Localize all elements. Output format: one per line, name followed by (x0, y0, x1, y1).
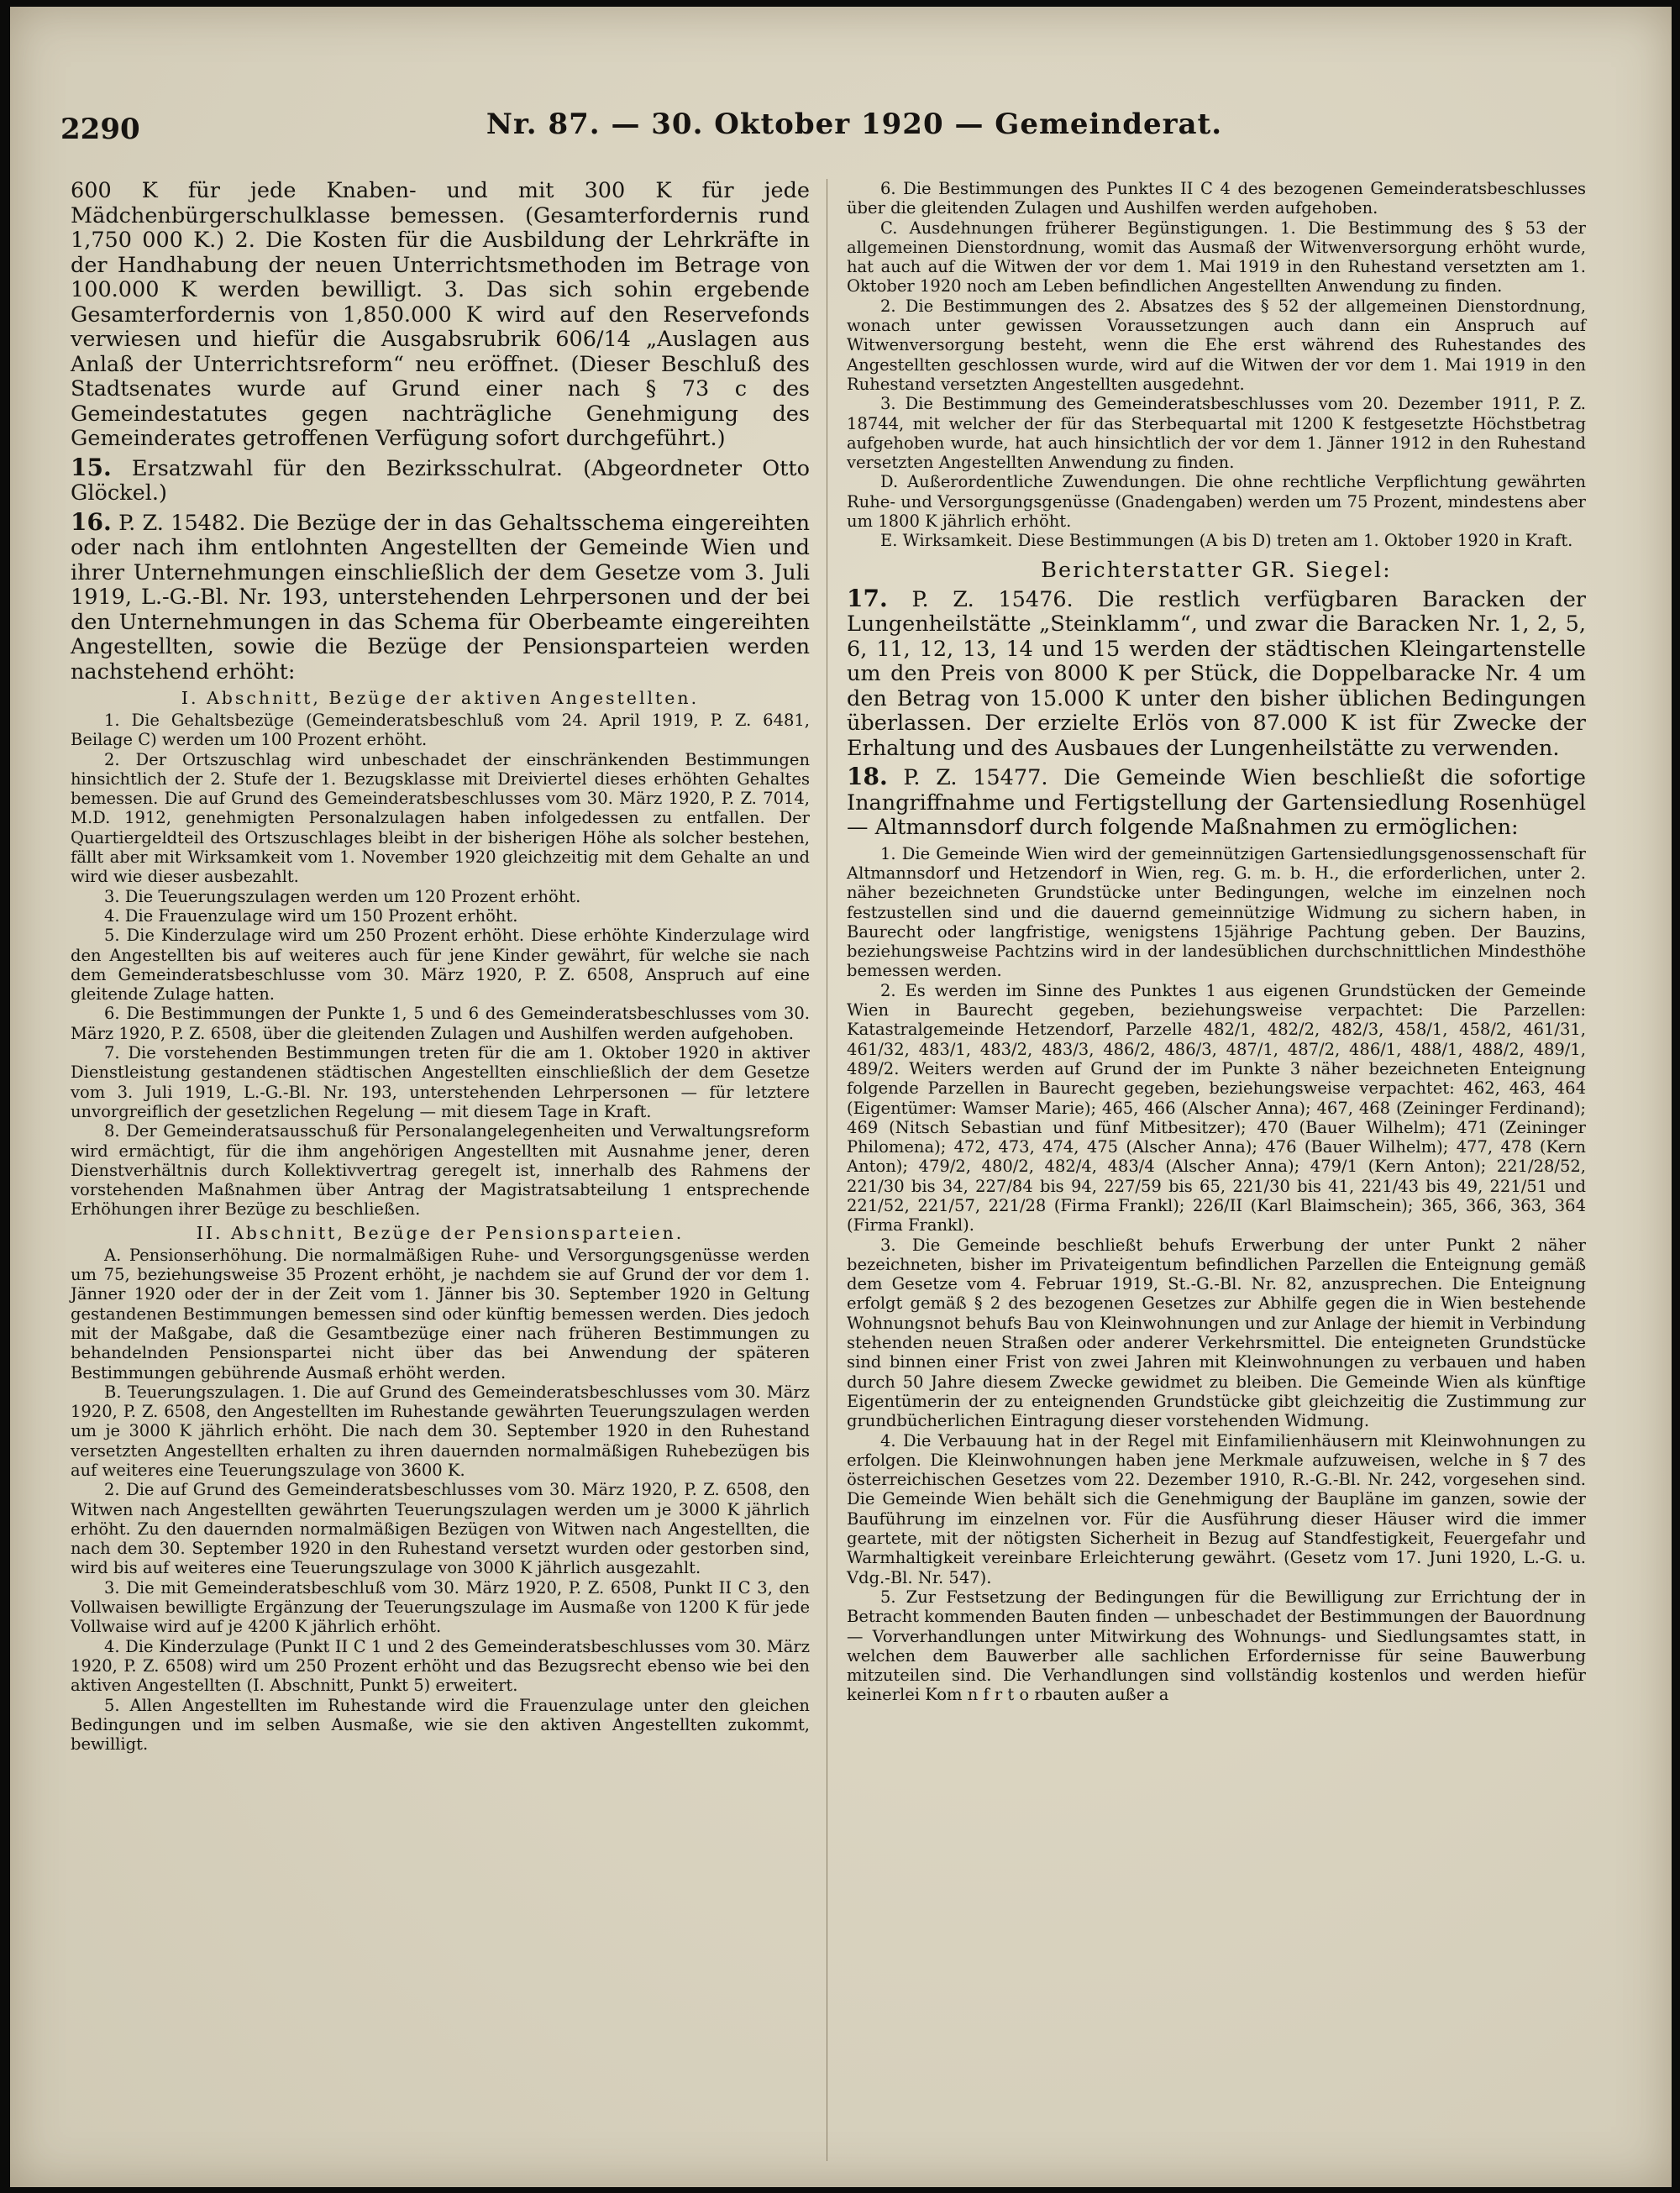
section-heading: II. Abschnitt, Bezüge der Pensionsparteien. (196, 1222, 685, 1243)
paragraph: 3. Die Bestimmung des Gemeinderatsbeschlusses vom 20. Dezember 1911, P. Z. 18744, mit welcher der für das Sterbequartal mit 1200 K festgesetzte Höchstbetrag aufgehoben wurde, hat auch hinsichtlich der vor dem 1. Jänner 1912 in den Ruhestand versetzten Angestellten Anwendung zu finden. (847, 394, 1586, 473)
paragraph: 4. Die Kinderzulage (Punkt II C 1 und 2 des Gemeinderatsbeschlusses vom 30. März 1920, P. Z. 6508) wird um 250 Prozent erhöht und das Bezugsrecht ebenso wie bei den aktiven Angestellten (I. Abschnitt, Punkt 5) erweitert. (71, 1636, 810, 1696)
right-column (847, 179, 1586, 1705)
paragraph: 3. Die Gemeinde beschließt behufs Erwerbung der unter Punkt 2 näher bezeichneten, bisher im Privateigentum befindlichen Parzellen die Enteignung gemäß dem Gesetze vom 4. Februar 1919, St.-G.-Bl. Nr. 82, anzusprechen. Die Enteignung erfolgt gemäß § 2 des bezogenen Gesetzes zur Abhilfe gegen die in Wien bestehende Wohnungsnot behufs Bau von Kleinwohnungen und zur Anlage der hiemit in Verbindung stehenden neuen Straßen oder anderer Verkehrsmittel. Die enteigneten Grundstücke sind binnen einer Frist von zwei Jahren mit Kleinwohnungen zu verbauen und haben durch 50 Jahre diesem Zwecke gewidmet zu bleiben. Die Gemeinde Wien als künftige Eigentümerin der zu enteignenden Grundstücke gibt gleichzeitig die Zustimmung zur grundbücherlichen Eintragung dieser vorstehenden Widmung. (847, 1235, 1586, 1431)
page-title: Nr. 87. — 30. Oktober 1920 — Gemeinderat. (486, 108, 1223, 141)
left-column (71, 179, 810, 1754)
agenda-item-18 (847, 764, 1586, 841)
paragraph: 4. Die Verbauung hat in der Regel mit Einfamilienhäusern mit Kleinwohnungen zu erfolgen. Die Kleinwohnungen haben jene Merkmale aufzuweisen, welche in § 7 des österreichischen Gesetzes vom 22. Dezember 1910, R.-G.-Bl. Nr. 242, vorgesehen sind. Die Gemeinde Wien behält sich die Genehmigung der Baupläne im ganzen, sowie der Bauführung im einzelnen vor. Für die Ausführung dieser Häuser wird die immer geartete, mit der nötigsten Sicherheit in Bezug auf Standfestigkeit, Feuergefahr und Warmhaltigkeit vereinbare Erleichterung gewährt. (Gesetz vom 17. Juni 1920, L.-G. u. Vdg.-Bl. Nr. 547). (847, 1430, 1586, 1587)
paragraph: A. Pensionserhöhung. Die normalmäßigen Ruhe- und Versorgungsgenüsse werden um 75, beziehungsweise 35 Prozent erhöht, je nachdem sie auf Grund der vor dem 1. Jänner 1920 oder der in der Zeit vom 1. Jänner bis 30. September 1920 in Geltung gestandenen Bestimmungen bemessen sind oder künftig bemessen werden. Dies jedoch mit der Maßgabe, daß die Gesamtbezüge einer nach früheren Bestimmungen zu behandelnden Pensionspartei nicht über das bei Anwendung der späteren Bestimmungen gebührende Ausmaß erhöht werden. (71, 1245, 810, 1382)
newspaper-page (10, 7, 1672, 2187)
paragraph: 4. Die Frauenzulage wird um 150 Prozent erhöht. (104, 905, 518, 926)
paragraph: 600 K für jede Knaben- und mit 300 K für jede Mädchenbürgerschulklasse bemessen. (Gesamterfordernis rund 1,750 000 K.) 2. Die Kosten für die Ausbildung der Lehrkräfte in der Handhabung der neuen Unterrichtsmethoden im Betrage von 100.000 K werden bewilligt. 3. Das sich sohin ergebende Gesamterfordernis von 1,850.000 K wird auf den Reservefonds verwiesen und hiefür die Ausgabsrubrik 606/14 „Auslagen aus Anlaß der Unterrichtsreform“ neu eröffnet. (Dieser Beschluß des Stadtsenates wurde auf Grund einer nach § 73 c des Gemeindestatutes gegen nachträgliche Genehmigung des Gemeinderates getroffenen Verfügung sofort durchgeführt.) (71, 178, 810, 451)
item-number: 17. (847, 584, 888, 612)
agenda-item-15 (71, 455, 810, 506)
item-number: 16. (71, 507, 112, 536)
item-number: 18. (847, 763, 888, 791)
paragraph: D. Außerordentliche Zuwendungen. Die ohne rechtliche Verpflichtung gewährten Ruhe- und Versorgungsgenüsse (Gnadengaben) werden um 75 Prozent, mindestens aber um 1800 K jährlich erhöht. (847, 472, 1586, 532)
paragraph: 2. Die Bestimmungen des 2. Absatzes des § 52 der allgemeinen Dienstordnung, wonach unter gewissen Voraussetzungen auch dann ein Anspruch auf Witwenversorgung besteht, wenn die Ehe erst während des Ruhestandes des Angestellten geschlossen wurde, wird auf die Witwen der vor dem 1. Mai 1919 in den Ruhestand versetzten Angestellten ausgedehnt. (847, 296, 1586, 394)
paragraph: 5. Zur Festsetzung der Bedingungen für die Bewilligung zur Errichtung der in Betracht kommenden Bauten finden — unbeschadet der Bestimmungen der Bauordnung — Vorverhandlungen unter Mitwirkung des Wohnungs- und Siedlungsamtes statt, in welchen dem Bauwerber alle sachlichen Erfordernisse für seine Bauwerbung mitzuteilen sind. Die Verhandlungen sind vollständig kostenlos und werden hiefür keinerlei Kom n f r t o rbauten außer a (847, 1587, 1586, 1705)
item-number: 15. (71, 453, 112, 481)
paragraph: 6. Die Bestimmungen der Punkte 1, 5 und 6 des Gemeinderatsbeschlusses vom 30. März 1920, P. Z. 6508, über die gleitenden Zulagen und Aushilfen werden aufgehoben. (71, 1004, 810, 1043)
reporter-heading: Berichterstatter GR. Siegel: (1041, 557, 1392, 583)
page-number: 2290 (60, 113, 140, 146)
paragraph: 2. Es werden im Sinne des Punktes 1 aus eigenen Grundstücken der Gemeinde Wien in Baurecht gegeben, beziehungsweise verpachtet: Die Parzellen: Katastralgemeinde Hetzendorf, Parzelle 482/1, 482/2, 482/3, 458/1, 458/2, 461/31, 461/32, 483/1, 483/2, 483/3, 486/2, 486/3, 487/1, 487/2, 486/1, 488/1, 488/2, 489/1, 489/2. Weiters werden auf Grund der im Punkte 3 näher bezeichneten Enteignung folgende Parzellen in Baurecht gegeben, beziehungsweise verpachtet: 462, 463, 464 (Eigentümer: Wamser Marie); 465, 466 (Alscher Anna); 467, 468 (Zeininger Ferdinand); 469 (Nitsch Sebastian und fünf Mitbesitzer); 470 (Bauer Wilhelm); 471 (Zeininger Philomena); 472, 473, 474, 475 (Alscher Anna); 476 (Bauer Wilhelm); 477, 478 (Kern Anton); 479/2, 480/2, 482/4, 483/4 (Alscher Anna); 479/1 (Kern Anton); 221/28/52, 221/30 bis 34, 227/84 bis 94, 227/59 bis 65, 221/30 bis 41, 221/43 bis 49, 221/51 und 221/52, 221/57, 221/28 (Firma Frankl); 226/II (Karl Blaimschein); 365, 366, 363, 364 (Firma Frankl). (847, 980, 1586, 1236)
section-heading: I. Abschnitt, Bezüge der aktiven Angestellten. (181, 688, 700, 708)
paragraph: 5. Die Kinderzulage wird um 250 Prozent erhöht. Diese erhöhte Kinderzulage wird den Angestellten bis auf weiteres auch für jene Kinder gewährt, für welche sie nach dem Gemeinderatsbeschlusse vom 30. März 1920, P. Z. 6508, Anspruch auf eine gleitende Zulage hatten. (71, 926, 810, 1005)
item-text: P. Z. 15476. Die restlich verfügbaren Baracken der Lungenheilstätte „Steinklamm“, und zwar die Baracken Nr. 1, 2, 5, 6, 11, 12, 13, 14 und 15 werden der städtischen Kleingartenstelle um den Preis von 8000 K per Stück, die Doppelbaracke Nr. 4 um den Betrag von 15.000 K unter den bisher üblichen Bedingungen überlassen. Der erzielte Erlös von 87.000 K ist für Zwecke der Erhaltung und des Ausbaues der Lungenheilstätte zu verwenden. (847, 586, 1586, 761)
paragraph: 8. Der Gemeinderatsausschuß für Personalangelegenheiten und Verwaltungsreform wird ermächtigt, für die ihm angehörigen Angestellten mit Ausnahme jener, deren Dienstverhältnis durch Kollektivvertrag geregelt ist, innerhalb des Rahmens der vorstehenden Maßnahmen über Antrag der Magistratsabteilung 1 entsprechende Erhöhungen ihrer Bezüge zu beschließen. (71, 1121, 810, 1220)
paragraph: 2. Die auf Grund des Gemeinderatsbeschlusses vom 30. März 1920, P. Z. 6508, den Witwen nach Angestellten gewährten Teuerungszulagen werden um je 3000 K jährlich erhöht. Zu den dauernden normalmäßigen Bezügen von Witwen nach Angestellten, die nach dem 30. September 1920 in den Ruhestand versetzt wurden oder gestorben sind, wird bis auf weiteres eine Teuerungszulage von 3000 K jährlich ausgezahlt. (71, 1480, 810, 1578)
paragraph: 7. Die vorstehenden Bestimmungen treten für die am 1. Oktober 1920 in aktiver Dienstleistung gestandenen städtischen Angestellten einschließlich der dem Gesetze vom 3. Juli 1919, L.-G.-Bl. Nr. 193, unterstehenden Lehrpersonen — für letztere unvorgreiflich der gesetzlichen Regelung — mit diesem Tage in Kraft. (71, 1043, 810, 1121)
page-header (60, 108, 1648, 150)
agenda-item-16 (71, 507, 811, 685)
paragraph: 1. Die Gehaltsbezüge (Gemeinderatsbeschluß vom 24. April 1919, P. Z. 6481, Beilage C) werden um 100 Prozent erhöht. (71, 711, 810, 750)
paragraph: 3. Die Teuerungszulagen werden um 120 Prozent erhöht. (104, 886, 581, 906)
item-text: Ersatzwahl für den Bezirksschulrat. (Abgeordneter Otto Glöckel.) (71, 455, 811, 506)
paragraph: 6. Die Bestimmungen des Punktes II C 4 des bezogenen Gemeinderatsbeschlusses über die gleitenden Zulagen und Aushilfen werden aufgehoben. (847, 179, 1586, 218)
paragraph: 3. Die mit Gemeinderatsbeschluß vom 30. März 1920, P. Z. 6508, Punkt II C 3, den Vollwaisen bewilligte Ergänzung der Teuerungszulage im Ausmaße von 1200 K für jede Vollwaise wird auf je 4200 K jährlich erhöht. (71, 1577, 810, 1637)
paragraph: C. Ausdehnungen früherer Begünstigungen. 1. Die Bestimmung des § 53 der allgemeinen Dienstordnung, womit das Ausmaß der Witwenversorgung erhöht wurde, hat auch auf die Witwen der vor dem 1. Mai 1919 in den Ruhestand versetzten am 1. Oktober 1920 noch am Leben befindlichen Angestellten Anwendung zu finden. (847, 218, 1586, 296)
paragraph: 1. Die Gemeinde Wien wird der gemeinnützigen Gartensiedlungsgenossenschaft für Altmannsdorf und Hetzendorf in Wien, reg. G. m. b. H., die erforderlichen, unter 2. näher bezeichneten Grundstücke unter Bedingungen, welche im einzelnen noch festzustellen sind und die dauernd gemeinnützige Widmung zu sichern haben, in Baurecht oder langfristige, wenigstens 15jährige Pachtung geben. Der Bauzins, beziehungsweise Pachtzins wird in der landesüblichen durchschnittlichen Mindesthöhe bemessen werden. (847, 843, 1586, 981)
paragraph: 2. Der Ortszuschlag wird unbeschadet der einschränkenden Bestimmungen hinsichtlich der 2. Stufe der 1. Bezugsklasse mit Dreiviertel dieses erhöhten Gehaltes bemessen. Die auf Grund des Gemeinderatsbeschlusses vom 30. März 1920, P. Z. 7014, M.D. 1912, genehmigten Personalzulagen haben infolgedessen zu entfallen. Der Quartiergeldteil des Ortszuschlages bleibt in der bisherigen Höhe als solcher bestehen, fällt aber mit Wirksamkeit vom 1. November 1920 gleichzeitig mit dem Gehalte an und wird wie dieser ausbezahlt. (71, 749, 810, 887)
item-text: P. Z. 15477. Die Gemeinde Wien beschließt die sofortige Inangriffnahme und Fertigstellung der Gartensiedlung Rosenhügel — Altmannsdorf durch folgende Maßnahmen zu ermöglichen: (847, 765, 1586, 841)
item-text: P. Z. 15482. Die Bezüge der in das Gehaltsschema eingereihten oder nach ihm entlohnten Angestellten der Gemeinde Wien und ihrer Unternehmungen einschließlich der dem Gesetze vom 3. Juli 1919, L.-G.-Bl. Nr. 193, unterstehenden Lehrpersonen und der bei den Unternehmungen in das Schema für Oberbeamte eingereihten Angestellten, sowie die Bezüge der Pensionsparteien werden nachstehend erhöht: (71, 510, 811, 685)
paragraph: B. Teuerungszulagen. 1. Die auf Grund des Gemeinderatsbeschlusses vom 30. März 1920, P. Z. 6508, den Angestellten im Ruhestande gewährten Teuerungszulagen werden um je 3000 K jährlich erhöht. Die nach dem 30. September 1920 in den Ruhestand versetzten Angestellten erhalten zu ihren dauernden normalmäßigen Ruhebezügen bis auf weiteres eine Teuerungszulage von 3600 K. (71, 1382, 810, 1480)
agenda-item-17 (847, 586, 1586, 762)
paragraph: E. Wirksamkeit. Diese Bestimmungen (A bis D) treten am 1. Oktober 1920 in Kraft. (880, 531, 1573, 551)
paragraph: 5. Allen Angestellten im Ruhestande wird die Frauenzulage unter den gleichen Bedingungen und im selben Ausmaße, wie sie den aktiven Angestellten zukommt, bewilligt. (71, 1695, 810, 1755)
